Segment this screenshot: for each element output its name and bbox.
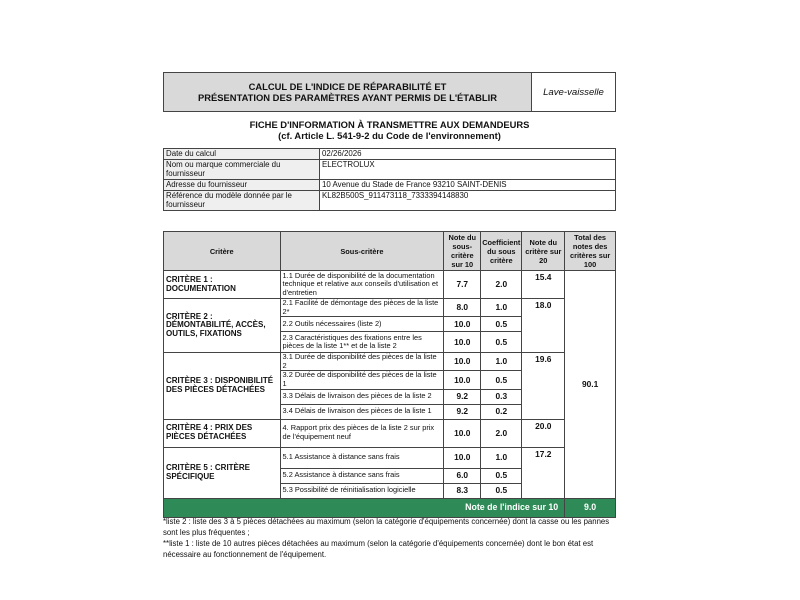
document-header: [163, 72, 616, 112]
supplier-info-body: [164, 149, 616, 211]
footnotes: [163, 516, 623, 560]
sub-criterion-note: 8.0: [444, 299, 481, 317]
sub-criterion-coefficient: 1.0: [481, 353, 522, 371]
total-score: 90.1: [565, 271, 616, 499]
info-label: Nom ou marque commerciale du fournisseur: [164, 160, 320, 180]
criterion-score: 15.4: [522, 271, 565, 299]
sub-criterion-coefficient: 1.0: [481, 447, 522, 468]
sub-criterion-note: 6.0: [444, 468, 481, 483]
sub-criterion-coefficient: 2.0: [481, 419, 522, 447]
final-score-value: 9.0: [565, 498, 616, 517]
sub-criterion-coefficient: 0.5: [481, 468, 522, 483]
info-label: Référence du modèle donnée par le fournisseur: [164, 191, 320, 211]
final-score-row: [164, 498, 616, 517]
sub-criterion-label: 4. Rapport prix des pièces de la liste 2 sur prix de l'équipement neuf: [280, 419, 444, 447]
sub-criterion-label: 2.1 Facilité de démontage des pièces de la liste 2*: [280, 299, 444, 317]
info-row: [164, 191, 616, 211]
title-line-2: PRÉSENTATION DES PARAMÈTRES AYANT PERMIS DE L'ÉTABLIR: [198, 92, 497, 103]
sub-criterion-note: 10.0: [444, 371, 481, 389]
criterion-name: CRITÈRE 5 : CRITÈRE SPÉCIFIQUE: [164, 447, 281, 498]
document-title: [164, 73, 532, 111]
info-label: Adresse du fournisseur: [164, 180, 320, 191]
criterion-score: 17.2: [522, 447, 565, 498]
sub-criterion-label: 1.1 Durée de disponibilité de la documentation technique et relative aux conseils d'utilisation et d'entretien: [280, 271, 444, 299]
product-category: Lave-vaisselle: [543, 86, 604, 98]
sub-criterion-label: 2.3 Caractéristiques des fixations entre les pièces de la liste 1** et de la liste 2: [280, 332, 444, 353]
footnote-liste-2: *liste 2 : liste des 3 à 5 pièces détachées au maximum (selon la catégorie d'équipements concernée) dont la casse ou les pannes sont les plus fréquentes ;: [163, 517, 610, 537]
supplier-info-table: [163, 148, 616, 211]
sub-criterion-coefficient: 0.5: [481, 317, 522, 332]
criterion-score: 20.0: [522, 419, 565, 447]
table-row: [164, 299, 616, 317]
info-value: ELECTROLUX: [320, 160, 616, 180]
sub-criterion-note: 10.0: [444, 332, 481, 353]
sub-criterion-label: 3.3 Délais de livraison des pièces de la liste 2: [280, 389, 444, 404]
criterion-name: CRITÈRE 3 : DISPONIBILITÉ DES PIÈCES DÉTACHÉES: [164, 353, 281, 419]
sub-criterion-note: 9.2: [444, 389, 481, 404]
header-critere: Critère: [164, 232, 281, 271]
sub-criterion-coefficient: 1.0: [481, 299, 522, 317]
footnote-liste-1: **liste 1 : liste de 10 autres pièces détachées au maximum (selon la catégorie d'équipements concernée) dont le bon état est nécessaire au fonctionnement de l'équipement.: [163, 539, 594, 559]
title-line-1: CALCUL DE L'INDICE DE RÉPARABILITÉ ET: [248, 81, 447, 92]
criterion-score: 18.0: [522, 299, 565, 353]
criterion-name: CRITÈRE 2 : DÉMONTABILITÉ, ACCÈS, OUTILS, FIXATIONS: [164, 299, 281, 353]
sub-criterion-label: 3.2 Durée de disponibilité des pièces de la liste 1: [280, 371, 444, 389]
info-row: [164, 180, 616, 191]
sub-criterion-coefficient: 0.3: [481, 389, 522, 404]
criterion-name: CRITÈRE 1 : DOCUMENTATION: [164, 271, 281, 299]
header-total: Total des notes des critères sur 100: [565, 232, 616, 271]
header-sous-critere: Sous-critère: [280, 232, 444, 271]
sub-criterion-label: 5.3 Possibilité de réinitialisation logicielle: [280, 483, 444, 498]
criteria-body: [164, 271, 616, 499]
sub-criterion-coefficient: 0.5: [481, 371, 522, 389]
document-subtitle: [163, 119, 616, 141]
sub-criterion-note: 10.0: [444, 447, 481, 468]
table-header-row: [164, 232, 616, 271]
info-row: [164, 160, 616, 180]
table-row: [164, 419, 616, 447]
header-note-sous-critere: Note du sous-critère sur 10: [444, 232, 481, 271]
header-coefficient: Coefficient du sous critère: [481, 232, 522, 271]
sub-criterion-coefficient: 0.5: [481, 483, 522, 498]
sub-criterion-label: 3.4 Délais de livraison des pièces de la liste 1: [280, 404, 444, 419]
info-row: [164, 149, 616, 160]
sub-criterion-note: 7.7: [444, 271, 481, 299]
sub-criterion-coefficient: 0.5: [481, 332, 522, 353]
final-score-label: Note de l'indice sur 10: [164, 498, 565, 517]
table-row: [164, 447, 616, 468]
criterion-score: 19.6: [522, 353, 565, 419]
sub-criterion-note: 10.0: [444, 419, 481, 447]
info-value: 02/26/2026: [320, 149, 616, 160]
sub-criterion-label: 5.2 Assistance à distance sans frais: [280, 468, 444, 483]
sub-criterion-note: 8.3: [444, 483, 481, 498]
sub-criterion-coefficient: 0.2: [481, 404, 522, 419]
info-value: 10 Avenue du Stade de France 93210 SAINT-DENIS: [320, 180, 616, 191]
criterion-name: CRITÈRE 4 : PRIX DES PIÈCES DÉTACHÉES: [164, 419, 281, 447]
sub-criterion-label: 3.1 Durée de disponibilité des pièces de la liste 2: [280, 353, 444, 371]
header-note-critere: Note du critère sur 20: [522, 232, 565, 271]
sub-criterion-label: 2.2 Outils nécessaires (liste 2): [280, 317, 444, 332]
sub-criterion-coefficient: 2.0: [481, 271, 522, 299]
sub-criterion-note: 10.0: [444, 317, 481, 332]
repairability-table: [163, 231, 616, 518]
table-row: [164, 271, 616, 299]
info-label: Date du calcul: [164, 149, 320, 160]
table-row: [164, 353, 616, 371]
sub-criterion-note: 9.2: [444, 404, 481, 419]
subtitle-line-1: FICHE D'INFORMATION À TRANSMETTRE AUX DEMANDEURS: [249, 119, 530, 130]
sub-criterion-label: 5.1 Assistance à distance sans frais: [280, 447, 444, 468]
info-value: KL82B500S_911473118_7333394148830: [320, 191, 616, 211]
subtitle-line-2: (cf. Article L. 541-9-2 du Code de l'environnement): [278, 130, 501, 141]
sub-criterion-note: 10.0: [444, 353, 481, 371]
